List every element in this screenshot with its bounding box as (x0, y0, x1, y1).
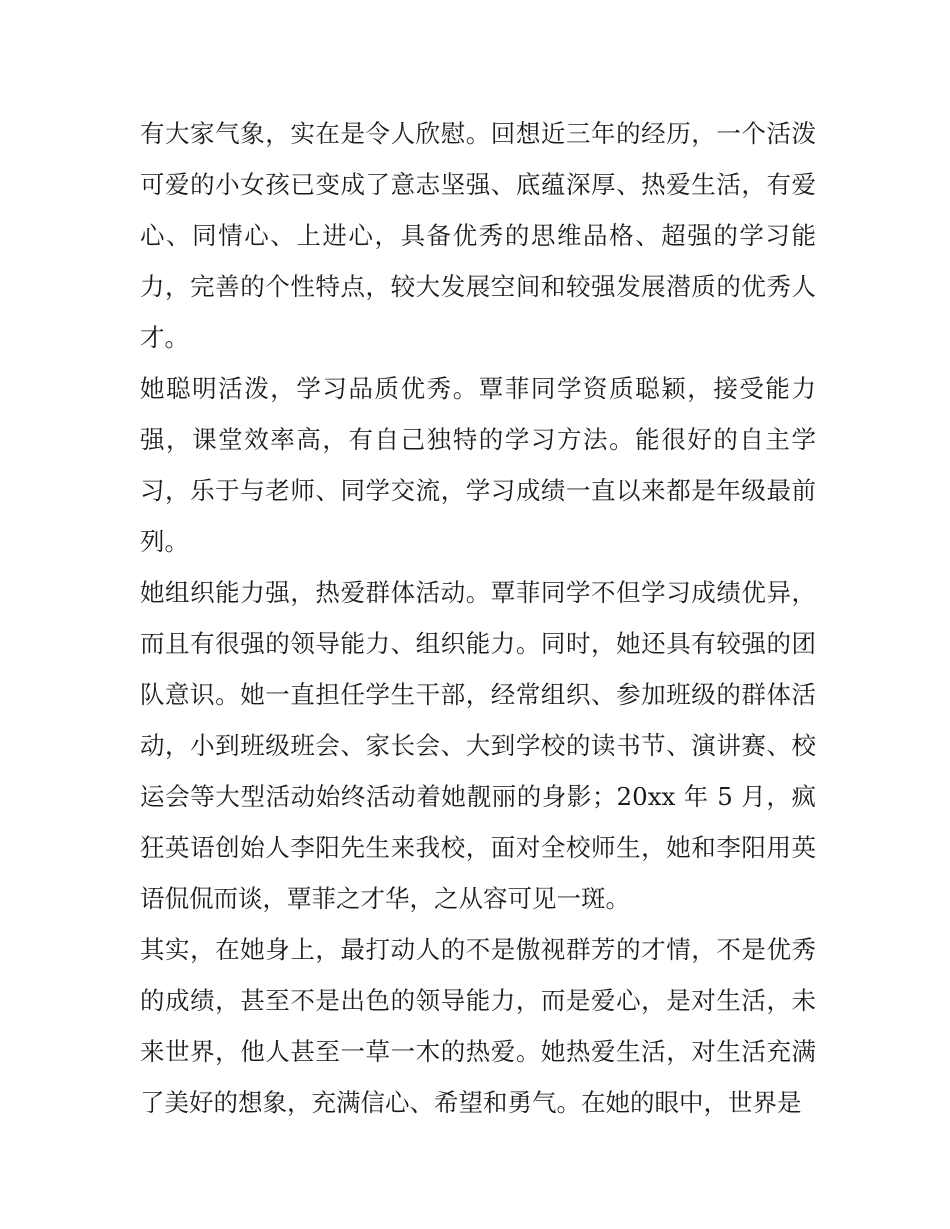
document-body (140, 108, 816, 1128)
paragraph-2: 她聪明活泼，学习品质优秀。覃菲同学资质聪颖，接受能力强，课堂效率高，有自己独特的学习方法。能很好的自主学习，乐于与老师、同学交流，学习成绩一直以来都是年级最前列。 (140, 374, 816, 556)
paragraph-4: 其实，在她身上，最打动人的不是傲视群芳的才情，不是优秀的成绩，甚至不是出色的领导能力，而是爱心，是对生活，未来世界，他人甚至一草一木的热爱。她热爱生活，对生活充满了美好的想象，充满信心、希望和勇气。在她的眼中，世界是 (140, 935, 816, 1117)
paragraph-1: 有大家气象，实在是令人欣慰。回想近三年的经历，一个活泼可爱的小女孩已变成了意志坚强、底蕴深厚、热爱生活，有爱心、同情心、上进心，具备优秀的思维品格、超强的学习能力，完善的个性特点，较大发展空间和较强发展潜质的优秀人才。 (140, 119, 816, 352)
paragraph-3: 她组织能力强，热爱群体活动。覃菲同学不但学习成绩优异，而且有很强的领导能力、组织能力。同时，她还具有较强的团队意识。她一直担任学生干部，经常组织、参加班级的群体活动，小到班级班会、家长会、大到学校的读书节、演讲赛、校运会等大型活动始终活动着她靓丽的身影；20xx 年 5 月，疯狂英语创始人李阳先生来我校，面对全校师生，她和李阳用英语侃侃而谈，覃菲之才华，之从容可见一斑。 (140, 578, 816, 913)
